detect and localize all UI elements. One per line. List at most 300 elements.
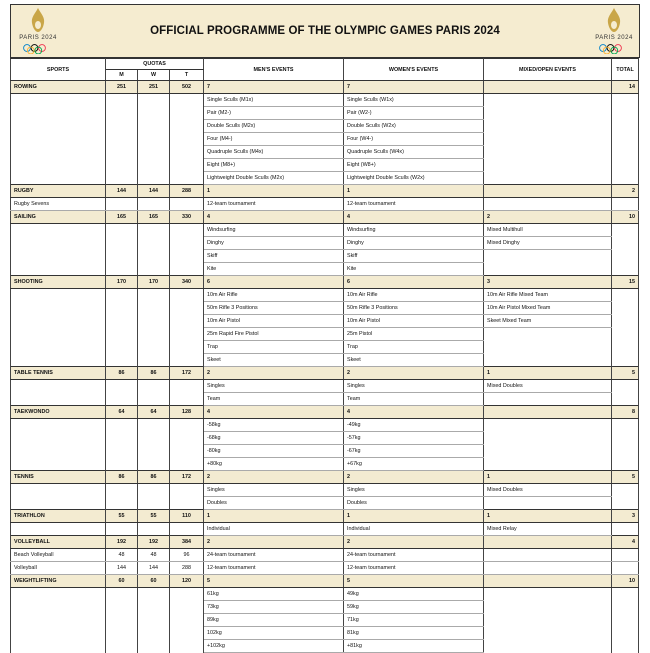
womens-event: Dinghy (344, 237, 484, 250)
sport-blank (11, 107, 106, 120)
sport-blank (11, 432, 106, 445)
mixed-event (484, 562, 612, 575)
discipline-quota-total: 288 (170, 562, 204, 575)
womens-event-count: 2 (344, 536, 484, 549)
discipline-quota-total: 96 (170, 549, 204, 562)
quota-men: 251 (106, 81, 138, 94)
event-row (11, 315, 639, 328)
total-blank (612, 120, 639, 133)
quota-total: 330 (170, 211, 204, 224)
quota-blank (106, 341, 138, 354)
mens-event: Kite (204, 263, 344, 276)
womens-event: Team (344, 393, 484, 406)
col-total: TOTAL (612, 59, 639, 81)
sport-blank (11, 263, 106, 276)
womens-event: +67kg (344, 458, 484, 471)
mixed-event (484, 133, 612, 146)
womens-event: 10m Air Rifle (344, 289, 484, 302)
quota-blank (170, 601, 204, 614)
mixed-event: Mixed Doubles (484, 380, 612, 393)
womens-event: 81kg (344, 627, 484, 640)
mens-event: Quadruple Sculls (M4x) (204, 146, 344, 159)
sport-blank (11, 146, 106, 159)
mens-event-count: 1 (204, 185, 344, 198)
total-blank (612, 302, 639, 315)
total-blank (612, 562, 639, 575)
discipline-quota-total (170, 198, 204, 211)
quota-blank (138, 302, 170, 315)
mixed-event (484, 458, 612, 471)
col-mens-events: MEN'S EVENTS (204, 59, 344, 81)
quota-men: 170 (106, 276, 138, 289)
mens-event: Team (204, 393, 344, 406)
quota-blank (138, 458, 170, 471)
quota-blank (138, 419, 170, 432)
quota-blank (106, 640, 138, 653)
quota-blank (106, 250, 138, 263)
quota-blank (138, 627, 170, 640)
womens-event-count: 5 (344, 575, 484, 588)
quota-blank (106, 328, 138, 341)
mixed-event: Skeet Mixed Team (484, 315, 612, 328)
quota-blank (106, 133, 138, 146)
quota-blank (170, 328, 204, 341)
discipline-quota-women: 144 (138, 562, 170, 575)
womens-event: Kite (344, 263, 484, 276)
mens-event: 73kg (204, 601, 344, 614)
mixed-event-count: 1 (484, 471, 612, 484)
mens-event: -58kg (204, 419, 344, 432)
quota-blank (106, 224, 138, 237)
womens-event: Singles (344, 380, 484, 393)
quota-blank (170, 627, 204, 640)
col-m: M (106, 70, 138, 81)
mixed-event (484, 107, 612, 120)
event-row (11, 393, 639, 406)
quota-blank (106, 484, 138, 497)
mixed-event (484, 341, 612, 354)
womens-event: Quadruple Sculls (W4x) (344, 146, 484, 159)
sport-row (11, 406, 639, 419)
sport-name: VOLLEYBALL (11, 536, 106, 549)
quota-blank (106, 107, 138, 120)
quota-blank (170, 588, 204, 601)
mens-event: Trap (204, 341, 344, 354)
mixed-event-count: 2 (484, 211, 612, 224)
quota-blank (106, 588, 138, 601)
quota-blank (106, 627, 138, 640)
mens-event: Pair (M2-) (204, 107, 344, 120)
total-blank (612, 289, 639, 302)
quota-blank (170, 445, 204, 458)
sport-name: SHOOTING (11, 276, 106, 289)
quota-blank (138, 146, 170, 159)
mens-event-count: 2 (204, 536, 344, 549)
sport-row (11, 81, 639, 94)
total-event-count: 2 (612, 185, 639, 198)
quota-blank (138, 172, 170, 185)
olympic-rings-icon (597, 44, 631, 54)
womens-event: Doubles (344, 497, 484, 510)
total-blank (612, 432, 639, 445)
mens-event: Lightweight Double Sculls (M2x) (204, 172, 344, 185)
womens-event: Pair (W2-) (344, 107, 484, 120)
quota-blank (138, 133, 170, 146)
paris-2024-logo-left (17, 8, 59, 54)
programme-table-body (11, 81, 639, 653)
discipline-quota-men (106, 198, 138, 211)
event-row (11, 523, 639, 536)
sport-row (11, 211, 639, 224)
event-row (11, 354, 639, 367)
quota-blank (106, 172, 138, 185)
event-row (11, 380, 639, 393)
quota-blank (106, 523, 138, 536)
quota-blank (170, 159, 204, 172)
sport-name: TRIATHLON (11, 510, 106, 523)
sport-name: RUGBY (11, 185, 106, 198)
col-sports: SPORTS (11, 59, 106, 81)
quota-blank (138, 250, 170, 263)
quota-total: 384 (170, 536, 204, 549)
quota-total: 110 (170, 510, 204, 523)
event-row (11, 484, 639, 497)
sport-blank (11, 341, 106, 354)
mixed-event (484, 432, 612, 445)
olympic-rings-icon (21, 44, 55, 54)
quota-blank (170, 94, 204, 107)
womens-event-count: 1 (344, 510, 484, 523)
mixed-event-count (484, 185, 612, 198)
event-row (11, 159, 639, 172)
mixed-event: Mixed Dinghy (484, 237, 612, 250)
quota-men: 144 (106, 185, 138, 198)
event-row (11, 614, 639, 627)
quota-blank (106, 458, 138, 471)
quota-blank (170, 458, 204, 471)
total-event-count: 4 (612, 536, 639, 549)
womens-event-count: 7 (344, 81, 484, 94)
quota-blank (170, 250, 204, 263)
sport-row (11, 367, 639, 380)
page-title: OFFICIAL PROGRAMME OF THE OLYMPIC GAMES PARIS 2024 (150, 25, 500, 37)
mens-event: Individual (204, 523, 344, 536)
event-row (11, 94, 639, 107)
quota-blank (106, 497, 138, 510)
sport-blank (11, 523, 106, 536)
col-t: T (170, 70, 204, 81)
womens-event: Four (W4-) (344, 133, 484, 146)
quota-blank (170, 523, 204, 536)
womens-event-count: 4 (344, 406, 484, 419)
col-quotas: QUOTAS (106, 59, 204, 70)
quota-blank (170, 289, 204, 302)
quota-blank (106, 289, 138, 302)
mens-event: Windsurfing (204, 224, 344, 237)
discipline-name: Rugby Sevens (11, 198, 106, 211)
total-blank (612, 172, 639, 185)
sport-blank (11, 497, 106, 510)
sport-blank (11, 458, 106, 471)
quota-blank (138, 159, 170, 172)
womens-event: Lightweight Double Sculls (W2x) (344, 172, 484, 185)
event-row (11, 172, 639, 185)
quota-women: 86 (138, 367, 170, 380)
sport-name: ROWING (11, 81, 106, 94)
quota-women: 192 (138, 536, 170, 549)
mens-event: Singles (204, 380, 344, 393)
quota-total: 172 (170, 471, 204, 484)
event-row (11, 419, 639, 432)
quota-blank (138, 614, 170, 627)
quota-total: 288 (170, 185, 204, 198)
event-row (11, 328, 639, 341)
event-row (11, 133, 639, 146)
quota-blank (138, 380, 170, 393)
quota-blank (138, 523, 170, 536)
womens-event: -49kg (344, 419, 484, 432)
quota-blank (106, 445, 138, 458)
womens-event: 10m Air Pistol (344, 315, 484, 328)
event-row (11, 458, 639, 471)
logo-wordmark: PARIS 2024 (595, 35, 633, 41)
quota-blank (170, 380, 204, 393)
discipline-quota-women (138, 198, 170, 211)
mens-event: Four (M4-) (204, 133, 344, 146)
event-row (11, 146, 639, 159)
mens-event: +102kg (204, 640, 344, 653)
programme-table (10, 58, 638, 653)
mens-event-count: 5 (204, 575, 344, 588)
total-blank (612, 198, 639, 211)
mens-event: 10m Air Pistol (204, 315, 344, 328)
total-blank (612, 341, 639, 354)
sport-blank (11, 250, 106, 263)
mens-event: 10m Air Rifle (204, 289, 344, 302)
quota-blank (138, 484, 170, 497)
sport-row (11, 575, 639, 588)
quota-blank (138, 341, 170, 354)
discipline-row (11, 198, 639, 211)
mens-event: Doubles (204, 497, 344, 510)
sport-blank (11, 120, 106, 133)
header-banner (10, 4, 640, 58)
mens-event-count: 7 (204, 81, 344, 94)
quota-blank (138, 315, 170, 328)
total-blank (612, 159, 639, 172)
total-blank (612, 601, 639, 614)
quota-blank (106, 120, 138, 133)
event-row (11, 107, 639, 120)
womens-event: Windsurfing (344, 224, 484, 237)
mens-event-count: 1 (204, 510, 344, 523)
quota-total: 128 (170, 406, 204, 419)
quota-total: 172 (170, 367, 204, 380)
womens-event-count: 2 (344, 367, 484, 380)
quota-blank (106, 419, 138, 432)
discipline-quota-men: 144 (106, 562, 138, 575)
quota-blank (138, 94, 170, 107)
quota-blank (106, 315, 138, 328)
sport-name: TENNIS (11, 471, 106, 484)
sport-blank (11, 315, 106, 328)
sport-blank (11, 484, 106, 497)
quota-blank (106, 263, 138, 276)
total-event-count: 14 (612, 81, 639, 94)
quota-blank (138, 445, 170, 458)
quota-total: 340 (170, 276, 204, 289)
quota-blank (138, 393, 170, 406)
quota-blank (106, 614, 138, 627)
mens-event-count: 6 (204, 276, 344, 289)
quota-blank (170, 133, 204, 146)
quota-blank (138, 263, 170, 276)
total-blank (612, 419, 639, 432)
mens-event: -68kg (204, 432, 344, 445)
mixed-event: 10m Air Pistol Mixed Team (484, 302, 612, 315)
total-blank (612, 484, 639, 497)
sport-blank (11, 237, 106, 250)
quota-women: 86 (138, 471, 170, 484)
sport-blank (11, 159, 106, 172)
sport-blank (11, 419, 106, 432)
mixed-event (484, 549, 612, 562)
quota-men: 55 (106, 510, 138, 523)
total-blank (612, 614, 639, 627)
quota-blank (170, 224, 204, 237)
mens-event-count: 2 (204, 471, 344, 484)
paris-2024-flame-icon (30, 8, 46, 34)
mixed-event (484, 601, 612, 614)
mixed-event (484, 627, 612, 640)
event-row (11, 601, 639, 614)
mixed-event (484, 640, 612, 653)
mixed-event (484, 263, 612, 276)
sport-blank (11, 94, 106, 107)
womens-event: +81kg (344, 640, 484, 653)
total-event-count: 3 (612, 510, 639, 523)
total-blank (612, 94, 639, 107)
quota-blank (170, 484, 204, 497)
sport-blank (11, 302, 106, 315)
sport-name: TAEKWONDO (11, 406, 106, 419)
event-row (11, 302, 639, 315)
mens-event-count: 4 (204, 406, 344, 419)
quota-women: 170 (138, 276, 170, 289)
mens-event: Singles (204, 484, 344, 497)
womens-event-count: 2 (344, 471, 484, 484)
event-row (11, 263, 639, 276)
mixed-event (484, 120, 612, 133)
total-blank (612, 315, 639, 328)
mixed-event-count (484, 536, 612, 549)
total-event-count: 5 (612, 471, 639, 484)
sport-blank (11, 172, 106, 185)
col-w: W (138, 70, 170, 81)
total-event-count: 5 (612, 367, 639, 380)
mixed-event-count (484, 81, 612, 94)
quota-blank (106, 354, 138, 367)
womens-event: Singles (344, 484, 484, 497)
total-blank (612, 237, 639, 250)
quota-total: 120 (170, 575, 204, 588)
womens-event-count: 4 (344, 211, 484, 224)
event-row (11, 432, 639, 445)
quota-blank (106, 380, 138, 393)
quota-women: 144 (138, 185, 170, 198)
quota-blank (170, 419, 204, 432)
total-event-count: 8 (612, 406, 639, 419)
sport-row (11, 471, 639, 484)
event-row (11, 120, 639, 133)
discipline-quota-women: 48 (138, 549, 170, 562)
mixed-event (484, 159, 612, 172)
total-blank (612, 107, 639, 120)
womens-event: 24-team tournament (344, 549, 484, 562)
discipline-name: Volleyball (11, 562, 106, 575)
total-blank (612, 250, 639, 263)
mens-event: Dinghy (204, 237, 344, 250)
mens-event: 50m Rifle 3 Positions (204, 302, 344, 315)
sport-blank (11, 393, 106, 406)
event-row (11, 250, 639, 263)
womens-event: Skiff (344, 250, 484, 263)
quota-blank (106, 237, 138, 250)
womens-event-count: 6 (344, 276, 484, 289)
quota-blank (170, 432, 204, 445)
total-blank (612, 588, 639, 601)
total-blank (612, 380, 639, 393)
total-blank (612, 393, 639, 406)
event-row (11, 497, 639, 510)
quota-blank (170, 614, 204, 627)
womens-event: Skeet (344, 354, 484, 367)
mens-event: 25m Rapid Fire Pistol (204, 328, 344, 341)
mixed-event-count: 1 (484, 367, 612, 380)
mens-event: Skiff (204, 250, 344, 263)
col-mixed-events: MIXED/OPEN EVENTS (484, 59, 612, 81)
quota-blank (138, 107, 170, 120)
mens-event: 89kg (204, 614, 344, 627)
quota-blank (170, 172, 204, 185)
event-row (11, 445, 639, 458)
womens-event: 59kg (344, 601, 484, 614)
mixed-event (484, 328, 612, 341)
quota-blank (170, 354, 204, 367)
col-womens-events: WOMEN'S EVENTS (344, 59, 484, 81)
mixed-event (484, 198, 612, 211)
quota-blank (170, 497, 204, 510)
mixed-event (484, 250, 612, 263)
quota-total: 502 (170, 81, 204, 94)
quota-blank (138, 237, 170, 250)
quota-women: 64 (138, 406, 170, 419)
womens-event: -57kg (344, 432, 484, 445)
quota-blank (106, 601, 138, 614)
mixed-event (484, 146, 612, 159)
mens-event: 24-team tournament (204, 549, 344, 562)
mixed-event (484, 419, 612, 432)
mixed-event (484, 614, 612, 627)
mixed-event (484, 172, 612, 185)
mixed-event-count (484, 406, 612, 419)
mens-event: Single Sculls (M1x) (204, 94, 344, 107)
mens-event-count: 2 (204, 367, 344, 380)
quota-blank (106, 302, 138, 315)
womens-event: Trap (344, 341, 484, 354)
event-row (11, 341, 639, 354)
logo-wordmark: PARIS 2024 (19, 35, 57, 41)
